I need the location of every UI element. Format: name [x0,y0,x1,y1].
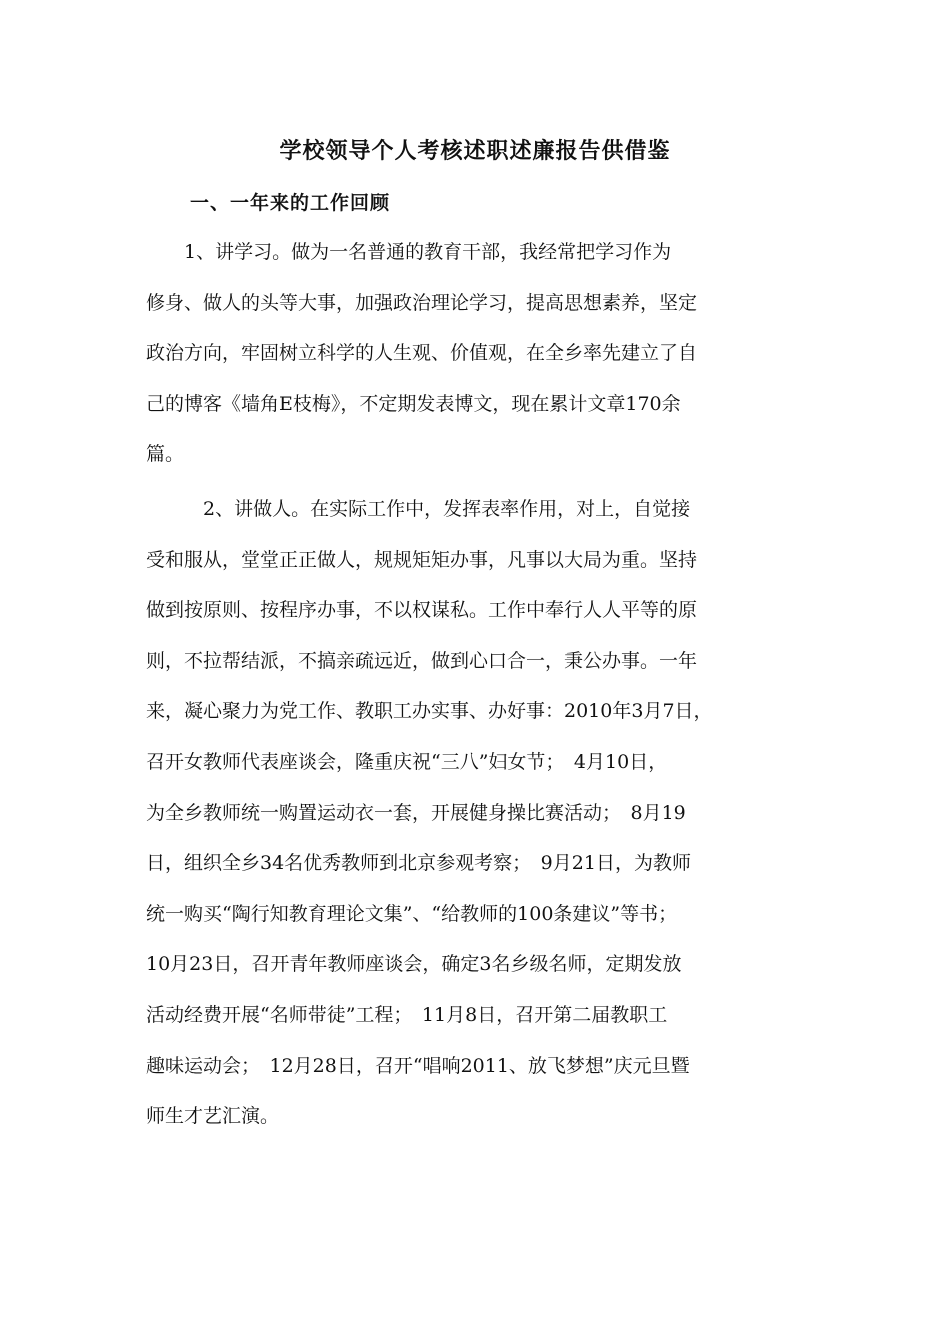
section-heading: 一、一年来的工作回顾 [190,192,391,214]
paragraph-line: 活动经费开展“名师带徒”工程； 11月8日，召开第二届教职工 [146,1003,668,1026]
paragraph-line: 篇。 [146,443,185,466]
paragraph-line: 己的博客《墙角E枝梅》，不定期发表博文，现在累计文章170余 [146,392,681,415]
paragraph-line: 日，组织全乡34名优秀教师到北京参观考察； 9月21日，为教师 [146,852,691,875]
paragraph-line: 1、讲学习。做为一名普通的教育干部，我经常把学习作为 [146,241,672,263]
paragraph-line: 则，不拉帮结派，不搞亲疏远近，做到心口合一，秉公办事。一年 [146,649,698,672]
paragraph-line: 趣味运动会； 12月28日，召开“唱响2011、放飞梦想”庆元旦暨 [146,1054,690,1077]
paragraph-line: 做到按原则、按程序办事，不以权谋私。工作中奉行人人平等的原 [146,599,698,622]
paragraph-line: 统一购买“陶行知教育理论文集”、“给教师的100条建议”等书； [146,902,678,925]
paragraph-conduct [146,484,811,1142]
paragraph-line: 为全乡教师统一购置运动衣一套，开展健身操比赛活动； 8月19 [146,801,686,824]
paragraph-line: 修身、做人的头等大事，加强政治理论学习，提高思想素养，坚定 [146,291,698,314]
paragraph-line: 政治方向，牢固树立科学的人生观、价值观，在全乡率先建立了自 [146,342,698,365]
paragraph-line: 受和服从，堂堂正正做人，规规矩矩办事，凡事以大局为重。坚持 [146,548,698,571]
paragraph-line: 10月23日，召开青年教师座谈会，确定3名乡级名师，定期发放 [146,953,682,976]
paragraph-line: 师生才艺汇演。 [146,1105,280,1128]
paragraph-line: 召开女教师代表座谈会，隆重庆祝“三八”妇女节； 4月10日， [146,750,668,773]
document-title: 学校领导个人考核述职述廉报告供借鉴 [279,138,671,164]
paragraph-line: 2、讲做人。在实际工作中，发挥表率作用，对上，自觉接 [146,498,691,520]
paragraph-study [146,227,811,480]
paragraph-line: 来，凝心聚力为党工作、教职工办实事、办好事：2010年3月7日， [146,700,713,723]
